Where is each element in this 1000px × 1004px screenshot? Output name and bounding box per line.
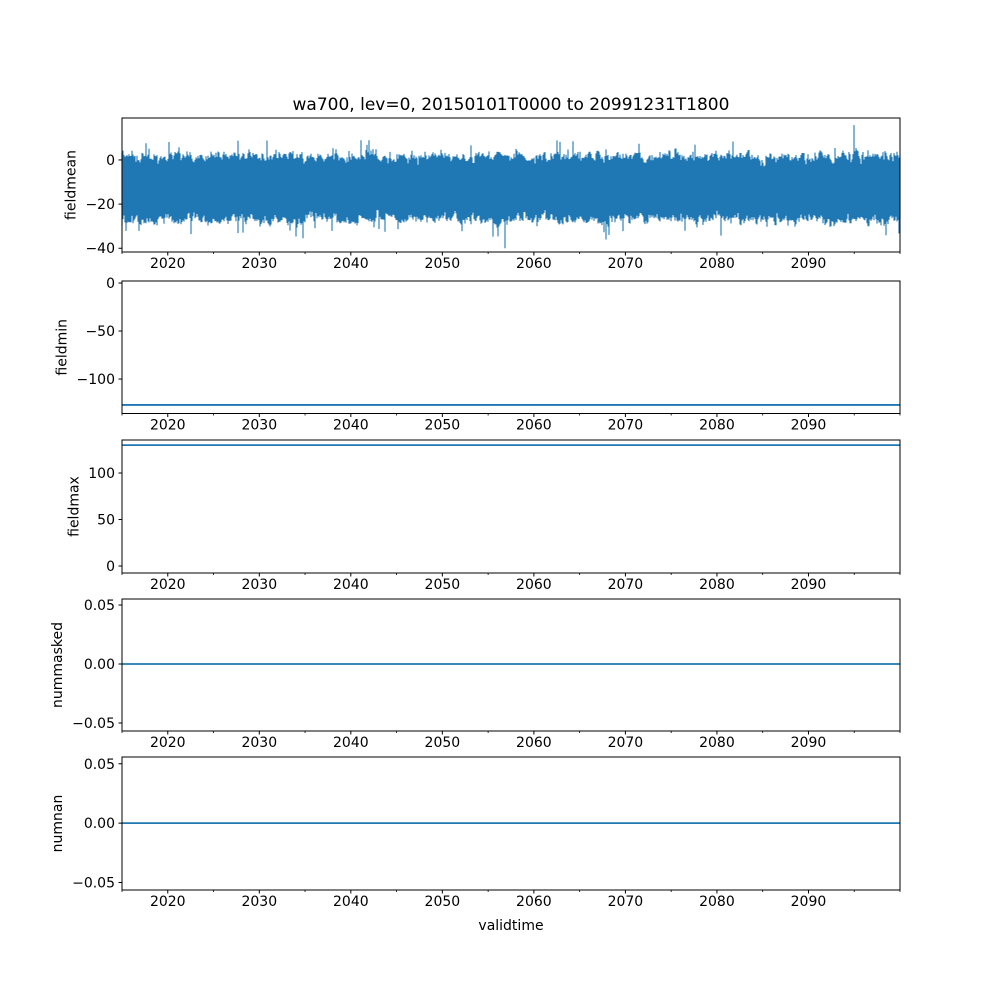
y-tick-label: −0.05 <box>72 715 115 732</box>
plot-frame <box>122 281 900 414</box>
x-tick-label: 2090 <box>790 256 827 272</box>
y-tick-label: −0.05 <box>72 875 115 892</box>
x-tick-label: 2040 <box>333 417 369 434</box>
subplot-fieldmean <box>63 118 900 272</box>
ylabel-fieldmean: fieldmean <box>63 150 80 220</box>
x-ticks <box>122 252 900 272</box>
figure-title: wa700, lev=0, 20150101T0000 to 20991231T1800 <box>292 95 730 115</box>
ylabel-numnan: numnan <box>50 794 67 853</box>
x-tick-label: 2060 <box>516 256 552 272</box>
x-tick-label: 2060 <box>516 417 552 434</box>
x-tick-label: 2050 <box>424 256 461 272</box>
y-ticks <box>72 598 122 732</box>
x-tick-label: 2080 <box>699 735 735 751</box>
x-tick-label: 2070 <box>607 256 644 272</box>
y-tick-label: 0.00 <box>83 656 115 673</box>
x-tick-label: 2030 <box>241 735 278 751</box>
x-ticks <box>122 414 900 434</box>
y-tick-label: 0.05 <box>83 756 115 773</box>
x-tick-label: 2040 <box>333 577 369 593</box>
x-tick-label: 2060 <box>516 894 552 910</box>
y-ticks <box>85 153 122 257</box>
y-tick-label: 0 <box>106 559 115 576</box>
x-tick-label: 2070 <box>607 894 644 910</box>
y-tick-label: 0 <box>106 276 115 293</box>
x-tick-label: 2020 <box>149 894 186 910</box>
x-ticks <box>122 573 900 593</box>
x-tick-label: 2060 <box>516 577 552 593</box>
y-tick-label: −100 <box>76 372 115 389</box>
x-tick-label: 2040 <box>333 735 369 751</box>
x-tick-label: 2090 <box>790 417 827 434</box>
x-tick-label: 2030 <box>241 256 278 272</box>
y-ticks <box>72 757 122 892</box>
y-ticks <box>88 466 122 575</box>
x-tick-label: 2050 <box>424 417 461 434</box>
y-tick-label: 100 <box>88 466 115 483</box>
x-tick-label: 2040 <box>333 256 369 272</box>
plot-frame <box>122 599 900 731</box>
x-tick-label: 2030 <box>241 417 278 434</box>
y-tick-label: 0.00 <box>83 816 115 833</box>
x-tick-label: 2020 <box>149 735 186 751</box>
subplot-fieldmax <box>66 440 900 593</box>
x-tick-label: 2080 <box>699 417 735 434</box>
x-tick-label: 2030 <box>241 894 278 910</box>
y-tick-label: 50 <box>97 512 115 529</box>
x-tick-label: 2090 <box>790 577 827 593</box>
plot-frame <box>122 440 900 573</box>
y-tick-label: 0.05 <box>83 598 115 615</box>
ylabel-fieldmin: fieldmin <box>54 318 71 376</box>
x-tick-label: 2090 <box>790 735 827 751</box>
x-ticks <box>122 731 900 751</box>
x-tick-label: 2050 <box>424 894 461 910</box>
x-tick-label: 2020 <box>149 417 186 434</box>
x-tick-label: 2080 <box>699 256 735 272</box>
x-tick-label: 2070 <box>607 417 644 434</box>
y-ticks <box>77 276 122 388</box>
x-axis-label: validtime <box>478 918 544 934</box>
x-tick-label: 2080 <box>699 577 735 593</box>
y-tick-label: −20 <box>85 197 115 214</box>
y-tick-label: −40 <box>85 241 115 258</box>
x-tick-label: 2070 <box>607 735 644 751</box>
ylabel-nummasked: nummasked <box>50 621 67 709</box>
x-tick-label: 2060 <box>516 735 552 751</box>
x-tick-label: 2080 <box>699 894 735 910</box>
x-tick-label: 2020 <box>149 577 186 593</box>
x-tick-label: 2020 <box>149 256 186 272</box>
subplot-numnan <box>50 757 900 910</box>
x-tick-label: 2050 <box>424 735 461 751</box>
x-tick-label: 2040 <box>333 894 369 910</box>
fieldmean-series-line <box>122 125 900 248</box>
x-tick-label: 2050 <box>424 577 461 593</box>
x-ticks <box>122 890 900 910</box>
y-tick-label: 0 <box>106 152 115 169</box>
subplot-fieldmin <box>55 276 900 433</box>
subplots <box>50 118 900 910</box>
x-tick-label: 2090 <box>790 894 827 910</box>
subplot-nummasked <box>50 598 900 751</box>
ylabel-fieldmax: fieldmax <box>66 476 83 537</box>
x-tick-label: 2070 <box>607 577 644 593</box>
y-tick-label: −50 <box>85 324 115 341</box>
x-tick-label: 2030 <box>241 577 278 593</box>
